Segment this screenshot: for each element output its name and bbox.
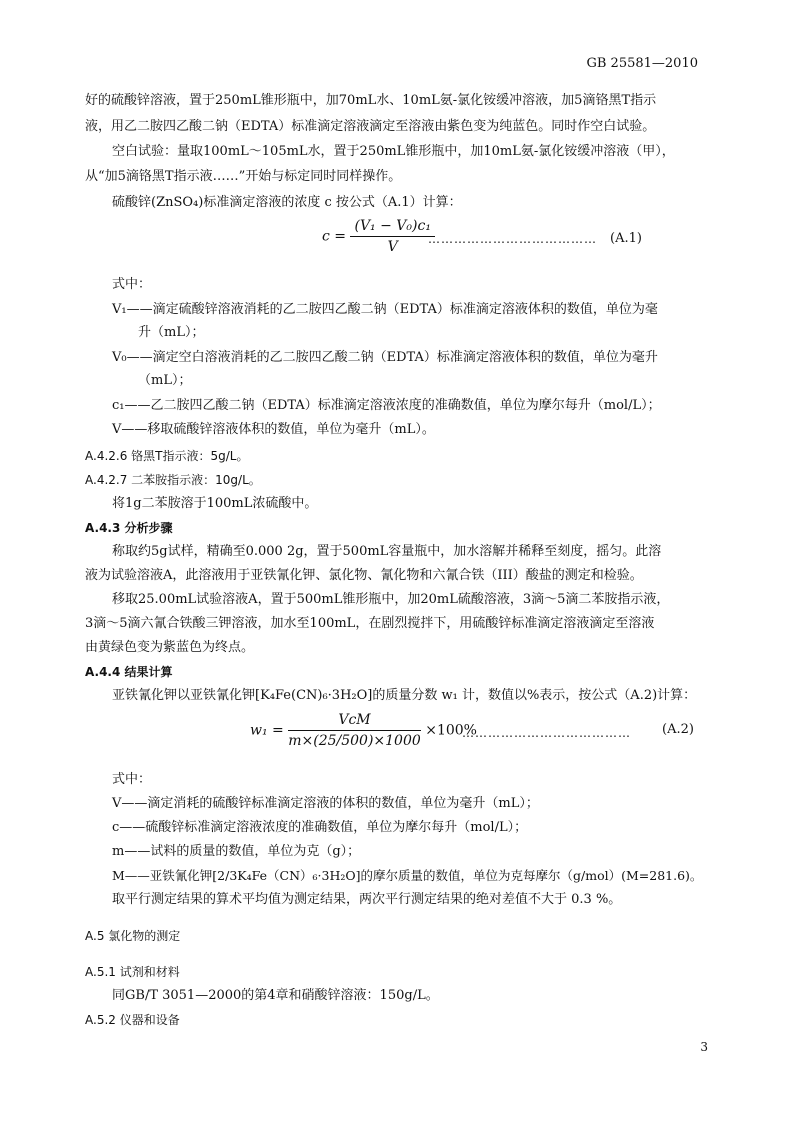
where-label: 式中： <box>112 772 152 787</box>
paragraph-line: 空白试验：量取100mL～105mL水，置于250mL锥形瓶中，加10mL氨-氯化铵缓冲溶液（甲）， <box>112 144 675 159</box>
paragraph-line: 液，用乙二胺四乙酸二钠（EDTA）标准滴定溶液滴定至溶液由紫色变为纯蓝色。同时作空白试验。 <box>85 119 656 134</box>
clause-heading: A.4.2.7 二苯胺指示液：10g/L。 <box>85 473 261 487</box>
where-label: 式中： <box>112 277 152 292</box>
paragraph-line: 从“加5滴铬黑T指示液……”开始与标定同时同样操作。 <box>85 169 402 184</box>
paragraph-line: 好的硫酸锌溶液，置于250mL锥形瓶中，加70mL水、10mL氨-氯化铵缓冲溶液，加5滴铬黑T指示 <box>85 93 657 108</box>
formula-numerator: VcM <box>288 712 421 731</box>
paragraph-line: 同GB/T 3051—2000的第4章和硝酸锌溶液：150g/L。 <box>112 988 439 1003</box>
standard-number: GB 25581—2010 <box>586 56 698 71</box>
formula-lhs: c = <box>322 228 347 245</box>
definition-line: m——试料的质量的数值，单位为克（g）； <box>112 844 361 859</box>
section-heading: A.4.3 分析步骤 <box>85 521 173 535</box>
formula-a1 <box>322 218 435 255</box>
page-number: 3 <box>700 1040 708 1054</box>
paragraph-line: 取平行测定结果的算术平均值为测定结果，两次平行测定结果的绝对差值不大于 0.3 %。 <box>112 892 622 907</box>
definition-line: c——硫酸锌标准滴定溶液浓度的准确数值，单位为摩尔每升（mol/L）； <box>112 820 528 835</box>
paragraph-line: 称取约5g试样，精确至0.000 2g，置于500mL容量瓶中，加水溶解并稀释至刻度，摇匀。此溶 <box>112 544 662 559</box>
definition-line: V₀——滴定空白溶液消耗的乙二胺四乙酸二钠（EDTA）标准滴定溶液体积的数值，单位为毫升 <box>112 350 658 365</box>
paragraph-line: 移取25.00mL试验溶液A，置于500mL锥形瓶中，加20mL硫酸溶液，3滴～5滴二苯胺指示液， <box>112 592 670 607</box>
definition-line: c₁——乙二胺四乙酸二钠（EDTA）标准滴定溶液浓度的准确数值，单位为摩尔每升（mol/L）； <box>112 398 661 413</box>
paragraph-line: 3滴～5滴六氰合铁酸三钾溶液，加水至100mL，在剧烈搅拌下，用硫酸锌标准滴定溶液滴定至溶液 <box>85 616 655 631</box>
formula-leader: ………………………………… <box>462 726 631 740</box>
formula-lhs: w₁ = <box>250 722 284 739</box>
definition-line: V——移取硫酸锌溶液体积的数值，单位为毫升（mL）。 <box>112 422 435 437</box>
formula-fraction <box>350 218 434 255</box>
definition-line: 升（mL）； <box>138 325 205 340</box>
section-heading: A.4.4 结果计算 <box>85 665 173 679</box>
definition-line: M——亚铁氰化钾[2/3K₄Fe（CN）₆·3H₂O]的摩尔质量的数值，单位为克每摩尔（g/mol）(M=281.6)。 <box>112 868 703 883</box>
paragraph-line: 将1g二苯胺溶于100mL浓硫酸中。 <box>112 496 318 511</box>
formula-denominator: m×(25/500)×1000 <box>288 733 421 749</box>
formula-fraction <box>288 712 421 749</box>
paragraph-line: 亚铁氰化钾以亚铁氰化钾[K₄Fe(CN)₆·3H₂O]的质量分数 w₁ 计，数值以%表示，按公式（A.2)计算： <box>112 688 697 703</box>
section-heading: A.5.2 仪器和设备 <box>85 1013 180 1027</box>
definition-line: V₁——滴定硫酸锌溶液消耗的乙二胺四乙酸二钠（EDTA）标准滴定溶液体积的数值，单位为毫 <box>112 302 658 317</box>
formula-numerator: (V₁ − V₀)c₁ <box>350 218 434 237</box>
formula-leader: ………………………………… <box>428 232 597 246</box>
formula-number: (A.1) <box>610 231 642 246</box>
formula-number: (A.2) <box>662 722 694 737</box>
paragraph-line: 硫酸锌(ZnSO₄)标准滴定溶液的浓度 c 按公式（A.1）计算： <box>112 195 462 210</box>
section-heading: A.5 氯化物的测定 <box>85 929 181 943</box>
formula-a2 <box>250 712 477 749</box>
clause-heading: A.4.2.6 铬黑T指示液：5g/L。 <box>85 449 249 463</box>
formula-tail: ×100% <box>425 722 477 739</box>
section-heading: A.5.1 试剂和材料 <box>85 965 180 979</box>
paragraph-line: 液为试验溶液A，此溶液用于亚铁氰化钾、氯化物、氰化物和六氰合铁（III）酸盐的测定和检验。 <box>85 568 643 583</box>
definition-line: （mL）； <box>138 373 192 388</box>
definition-line: V——滴定消耗的硫酸锌标准滴定溶液的体积的数值，单位为毫升（mL）； <box>112 796 539 811</box>
formula-denominator: V <box>387 239 398 255</box>
paragraph-line: 由黄绿色变为紫蓝色为终点。 <box>85 640 255 655</box>
